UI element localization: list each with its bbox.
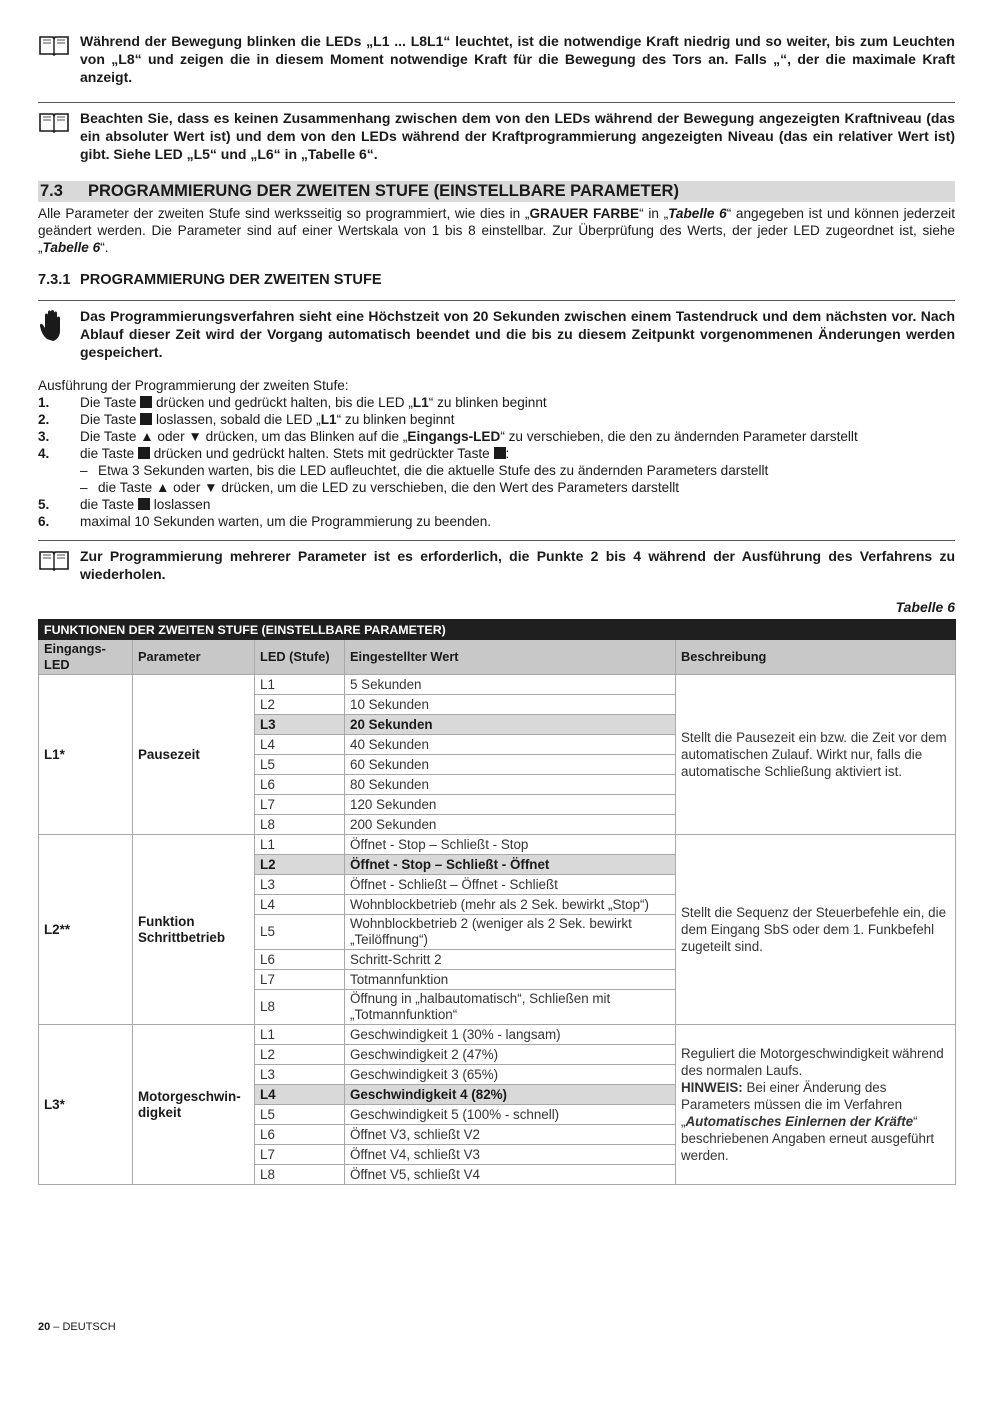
value-cell: Wohnblockbetrieb 2 (weniger als 2 Sek. bewirkt „Teilöffnung“) [345, 915, 676, 950]
step-text: loslassen, sobald die LED „ [155, 412, 321, 427]
square-button-icon [138, 498, 150, 510]
value-cell: 40 Sekunden [345, 735, 676, 755]
led-level-cell: L5 [255, 1105, 345, 1125]
step-number: 4. [38, 446, 50, 461]
led-level-cell: L4 [255, 735, 345, 755]
intro-table-ref: Tabelle 6 [42, 240, 101, 255]
intro-paragraph [38, 205, 955, 256]
step-item [38, 513, 955, 530]
book-icon [38, 109, 80, 136]
value-cell: Öffnet - Stop – Schließt - Stop [345, 835, 676, 855]
intro-text: Alle Parameter der zweiten Stufe sind werksseitig so programmiert, wie dies in „ [38, 206, 530, 221]
square-button-icon [140, 413, 152, 425]
led-level-cell: L5 [255, 915, 345, 950]
note-block [38, 28, 955, 86]
note-block [38, 102, 955, 163]
step-text: “ zu verschieben, die den zu ändernden Parameter darstellt [500, 429, 858, 444]
led-level-cell: L7 [255, 1145, 345, 1165]
column-header: Eingestellter Wert [345, 640, 676, 675]
square-button-icon [138, 447, 150, 459]
warning-block [38, 300, 955, 361]
square-button-icon [494, 447, 506, 459]
intro-text: “. [100, 240, 109, 255]
step-item [38, 394, 955, 411]
led-level-cell: L8 [255, 815, 345, 835]
value-cell: Öffnung in „halbautomatisch“, Schließen mit „Totmannfunktion“ [345, 990, 676, 1025]
value-cell: Geschwindigkeit 5 (100% - schnell) [345, 1105, 676, 1125]
led-level-cell: L2 [255, 855, 345, 875]
step-text: Die Taste [80, 412, 137, 427]
value-cell: Öffnet V4, schließt V3 [345, 1145, 676, 1165]
led-level-cell: L6 [255, 1125, 345, 1145]
step-text: maximal 10 Sekunden warten, um die Programmierung zu beenden. [80, 514, 492, 529]
parameter-table [38, 619, 956, 1185]
step-text: Etwa 3 Sekunden warten, bis die LED aufleuchtet, die die aktuelle Stufe des zu ändernden Parameters darstellt [98, 463, 769, 478]
value-cell: 80 Sekunden [345, 775, 676, 795]
step-number: 6. [38, 514, 50, 529]
led-level-cell: L4 [255, 895, 345, 915]
value-cell: Geschwindigkeit 1 (30% - langsam) [345, 1025, 676, 1045]
step-item [38, 496, 955, 513]
step-text: die Taste [80, 446, 135, 461]
led-level-cell: L6 [255, 950, 345, 970]
note-text: Beachten Sie, dass es keinen Zusammenhang zwischen dem von den LEDs während der Bewegung angezeigten Kraftniveau (das ein absoluter Wert ist) und dem von den LEDs während der Kraftprogrammierung angezeigten Niveau (das ein relativer Wert ist) gibt. Siehe LED „L5“ und „L6“ in „Tabelle 6“. [80, 110, 955, 162]
page-footer [38, 1321, 116, 1333]
value-cell: Öffnet - Schließt – Öffnet - Schließt [345, 875, 676, 895]
led-level-cell: L2 [255, 1045, 345, 1065]
step-text: “ zu blinken beginnt [336, 412, 455, 427]
value-cell: Öffnet V5, schließt V4 [345, 1165, 676, 1185]
step-led: L1 [412, 395, 429, 410]
step-text: die Taste ▲ oder ▼ drücken, um die LED zu verschieben, die den Wert des Parameters darstellt [98, 480, 680, 495]
steps-list [38, 377, 955, 530]
step-text: drücken und gedrückt halten, bis die LED „ [155, 395, 413, 410]
section-title: PROGRAMMIERUNG DER ZWEITEN STUFE (EINSTELLBARE PARAMETER) [88, 182, 679, 200]
description-text: Reguliert die Motorgeschwindigkeit während des normalen Laufs. [681, 1046, 944, 1078]
table-caption: Tabelle 6 [895, 599, 955, 615]
step-dash: – [80, 463, 88, 478]
description-hint-label: HINWEIS: [681, 1080, 743, 1095]
step-text: drücken und gedrückt halten. Stets mit gedrückter Taste [153, 446, 490, 461]
note-text: Während der Bewegung blinken die LEDs „L1 ... L8L1“ leuchtet, ist die notwendige Kraft niedrig und so weiter, bis zum Leuchten von „L8“ und zeigen die in diesem Moment notwendige Kraft für die Bewegung des Tors an. Falls „“, der die maximale Kraft anzeigt. [80, 33, 955, 85]
steps-intro: Ausführung der Programmierung der zweiten Stufe: [38, 378, 349, 393]
document-page [38, 28, 955, 1185]
value-cell: 10 Sekunden [345, 695, 676, 715]
intro-table-ref: Tabelle 6 [668, 206, 727, 221]
subsection-number: 7.3.1 [38, 272, 71, 288]
step-dash: – [80, 480, 88, 495]
step-number: 2. [38, 412, 50, 427]
footer-language: – DEUTSCH [50, 1321, 116, 1333]
value-cell: Geschwindigkeit 3 (65%) [345, 1065, 676, 1085]
step-number: 5. [38, 497, 50, 512]
value-cell: 200 Sekunden [345, 815, 676, 835]
book-icon [38, 547, 80, 574]
column-header: Eingangs-LED [39, 640, 133, 675]
input-led-cell: L2** [39, 835, 133, 1025]
step-text: Die Taste [80, 395, 137, 410]
value-cell: 120 Sekunden [345, 795, 676, 815]
value-cell: Schritt-Schritt 2 [345, 950, 676, 970]
value-cell: 20 Sekunden [345, 715, 676, 735]
step-subitem [38, 479, 955, 496]
subsection-title: PROGRAMMIERUNG DER ZWEITEN STUFE [80, 272, 382, 288]
step-number: 3. [38, 429, 50, 444]
led-level-cell: L8 [255, 990, 345, 1025]
value-cell: Totmannfunktion [345, 970, 676, 990]
step-led: L1 [320, 412, 337, 427]
step-item [38, 428, 955, 445]
led-level-cell: L7 [255, 795, 345, 815]
led-level-cell: L3 [255, 1065, 345, 1085]
step-text: die Taste [80, 497, 135, 512]
square-button-icon [140, 396, 152, 408]
parameter-cell: Motorgeschwin-digkeit [133, 1025, 255, 1185]
step-item [38, 411, 955, 428]
column-header: Beschreibung [676, 640, 956, 675]
description-cell: Stellt die Pausezeit ein bzw. die Zeit vor dem automatischen Zulauf. Wirkt nur, falls die automatische Schließung aktiviert ist. [676, 675, 956, 835]
step-text: “ zu blinken beginnt [428, 395, 547, 410]
value-cell: 5 Sekunden [345, 675, 676, 695]
input-led-cell: L1* [39, 675, 133, 835]
led-level-cell: L2 [255, 695, 345, 715]
intro-text: “ angegeben ist und können jederzeit geändert werden. Die Parameter sind auf einer Wertskala von 1 bis 8 einstellbar. Zur Überprüfung des Werts, der jeder LED zugeordnet ist, siehe „ [38, 206, 955, 255]
led-level-cell: L8 [255, 1165, 345, 1185]
step-led: Eingangs-LED [407, 429, 501, 444]
step-subitem [38, 462, 955, 479]
led-level-cell: L4 [255, 1085, 345, 1105]
step-item [38, 445, 955, 462]
led-level-cell: L3 [255, 715, 345, 735]
led-level-cell: L3 [255, 875, 345, 895]
value-cell: Geschwindigkeit 4 (82%) [345, 1085, 676, 1105]
step-number: 1. [38, 395, 50, 410]
input-led-cell: L3* [39, 1025, 133, 1185]
led-level-cell: L1 [255, 675, 345, 695]
description-text: Bei einer Änderung des Parameters müssen die im Verfahren „ [681, 1080, 903, 1129]
column-header: LED (Stufe) [255, 640, 345, 675]
value-cell: Wohnblockbetrieb (mehr als 2 Sek. bewirkt „Stop“) [345, 895, 676, 915]
led-level-cell: L7 [255, 970, 345, 990]
book-icon [38, 32, 80, 59]
note-text: Zur Programmierung mehrerer Parameter ist es erforderlich, die Punkte 2 bis 4 während der Ausführung des Verfahrens zu wiederholen. [80, 548, 955, 582]
value-cell: Öffnet - Stop – Schließt - Öffnet [345, 855, 676, 875]
column-header: Parameter [133, 640, 255, 675]
intro-bold: GRAUER FARBE [529, 206, 640, 221]
warning-text: Das Programmierungsverfahren sieht eine Höchstzeit von 20 Sekunden zwischen einem Tastendruck und dem nächsten vor. Nach Ablauf dieser Zeit wird der Vorgang automatisch beendet und die bis zu diesem Zeitpunkt vorgenommenen Änderungen werden gespeichert. [80, 308, 955, 360]
step-text: Die Taste ▲ oder ▼ drücken, um das Blinken auf die „ [80, 429, 408, 444]
hand-stop-icon [38, 307, 80, 346]
section-number: 7.3 [40, 182, 63, 200]
description-text: “ beschriebenen Angaben erneut ausgeführt werden. [681, 1114, 935, 1163]
subsection-heading [38, 272, 955, 288]
step-text: loslassen [153, 497, 211, 512]
section-heading [38, 181, 955, 202]
note-block [38, 540, 955, 583]
parameter-cell: Funktion Schrittbetrieb [133, 835, 255, 1025]
page-number: 20 [38, 1321, 51, 1333]
intro-text: “ in „ [639, 206, 669, 221]
parameter-cell: Pausezeit [133, 675, 255, 835]
value-cell: Geschwindigkeit 2 (47%) [345, 1045, 676, 1065]
led-level-cell: L6 [255, 775, 345, 795]
value-cell: Öffnet V3, schließt V2 [345, 1125, 676, 1145]
led-level-cell: L1 [255, 835, 345, 855]
value-cell: 60 Sekunden [345, 755, 676, 775]
step-text: : [505, 446, 510, 461]
description-cell: Stellt die Sequenz der Steuerbefehle ein, die dem Eingang SbS oder dem 1. Funkbefehl zugeteilt sind. [676, 835, 956, 1025]
led-level-cell: L5 [255, 755, 345, 775]
description-ref: Automatisches Einlernen der Kräfte [685, 1114, 914, 1129]
table-title: FUNKTIONEN DER ZWEITEN STUFE (EINSTELLBARE PARAMETER) [39, 620, 956, 640]
led-level-cell: L1 [255, 1025, 345, 1045]
description-cell [676, 1025, 956, 1185]
